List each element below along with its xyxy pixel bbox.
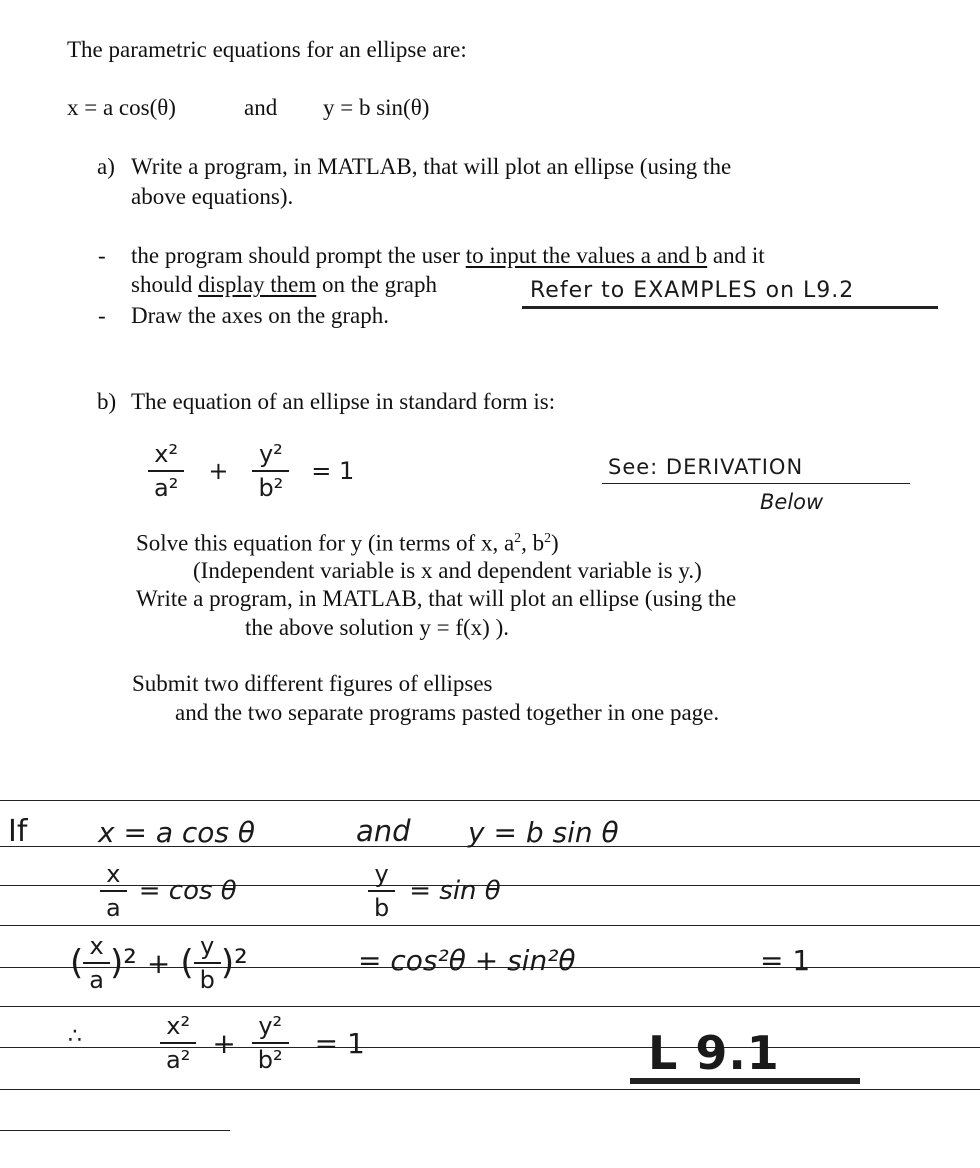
see-derivation-note: See: DERIVATION (608, 455, 804, 479)
numerator-y2: y² (258, 440, 283, 468)
write-program-line2: the above solution y = f(x) ). (245, 615, 509, 640)
bullet-1-cont (131, 273, 437, 296)
frac-y-b (368, 860, 395, 922)
solve-post: ) (550, 530, 559, 556)
ruled-line-short (0, 1130, 230, 1131)
denominator-b2: b² (258, 474, 284, 502)
refer-note: Refer to EXAMPLES on L9.2 (530, 278, 855, 303)
part-a-line1: Write a program, in MATLAB, that will plot an ellipse (using the (131, 154, 732, 179)
part-a-line2: above equations). (131, 184, 294, 209)
frac-x-a-sq (83, 932, 110, 994)
below-note: Below (760, 490, 824, 514)
derivation-x-def: x = a cos θ (98, 816, 256, 849)
num-x: x (106, 860, 121, 888)
bullet-1-pre: the program should prompt the user (131, 243, 466, 268)
equation-x: x = a cos(θ) (67, 95, 176, 120)
derivation-and: and (356, 814, 411, 848)
derivation-equals-one: = 1 (760, 944, 811, 977)
solve-pre: Solve this equation for y (in terms of x, a (136, 530, 515, 556)
equals-one: = 1 (311, 457, 355, 485)
independent-variable-note: (Independent variable is x and dependent variable is y.) (193, 558, 702, 583)
derivation-trig-identity: = cos²θ + sin²θ (358, 944, 576, 977)
eq-sin: = sin θ (409, 876, 501, 906)
ruled-line (0, 800, 980, 801)
frac-y-b-sq (194, 932, 221, 994)
paren-open: ( (70, 943, 84, 983)
bullet-2-underlined: display them (198, 272, 317, 297)
equals-one: = 1 (314, 1026, 365, 1060)
bullet-dash-2: - (98, 303, 106, 328)
ruled-line (0, 1047, 980, 1048)
submit-line2: and the two separate programs pasted together in one page. (175, 700, 720, 725)
num-x: x (89, 932, 104, 960)
num-y: y (200, 932, 215, 960)
refer-underline (522, 306, 938, 309)
derivation-squares (70, 932, 248, 994)
part-b-intro: The equation of an ellipse in standard form is: (131, 389, 556, 414)
den-b: b (374, 894, 390, 922)
derivation-if: If (8, 814, 28, 849)
intro-text: The parametric equations for an ellipse are: (67, 37, 467, 62)
den-b2: b² (257, 1046, 283, 1074)
therefore-icon: ∴ (68, 1024, 82, 1049)
equation-y: y = b sin(θ) (323, 95, 430, 120)
plus-sign: + (208, 457, 229, 485)
solve-mid: , b (521, 530, 545, 556)
bullet-1-post: and it (707, 243, 765, 268)
bullet-3: Draw the axes on the graph. (131, 303, 390, 328)
den-a2: a² (166, 1046, 191, 1074)
part-b-label: b) (97, 389, 117, 414)
frac-y2-b2 (252, 440, 289, 502)
ruled-line (0, 925, 980, 926)
numerator-x2: x² (154, 440, 179, 468)
frac-x2-a2-final (160, 1012, 196, 1074)
ruled-line (0, 1089, 980, 1090)
paren-open: ( (180, 943, 194, 983)
write-program-line1: Write a program, in MATLAB, that will plot an ellipse (using the (136, 586, 737, 611)
frac-y2-b2-final (252, 1012, 289, 1074)
paren-close-sq: )² (220, 943, 248, 983)
paren-close-sq: )² (109, 943, 137, 983)
derivation-y-def: y = b sin θ (468, 816, 619, 849)
denominator-a2: a² (154, 474, 179, 502)
derivation-x-over-a (100, 860, 237, 922)
sup-b: 2 (544, 530, 551, 545)
derivation-final-equation (160, 1012, 365, 1074)
bullet-2-pre: should (131, 272, 199, 297)
num-y: y (374, 860, 389, 888)
see-underline (602, 483, 910, 484)
frac-x2-a2 (148, 440, 184, 502)
bullet-1 (131, 244, 765, 267)
plus-sign: + (146, 946, 171, 980)
lesson-label: L 9.1 (648, 1026, 780, 1080)
den-a: a (106, 894, 121, 922)
solve-text (136, 531, 559, 555)
plus-sign: + (212, 1026, 236, 1060)
num-y2: y² (258, 1012, 283, 1040)
part-a-label: a) (97, 154, 115, 179)
num-x2: x² (166, 1012, 191, 1040)
submit-line1: Submit two different figures of ellipses (132, 671, 493, 696)
bullet-2-post: on the graph (316, 272, 437, 297)
standard-form-equation (148, 440, 354, 502)
derivation-y-over-b (368, 860, 501, 922)
bullet-dash-1: - (98, 243, 106, 268)
eq-cos: = cos θ (138, 876, 237, 906)
sup-a: 2 (514, 530, 522, 545)
equation-and: and (244, 95, 278, 120)
frac-x-a (100, 860, 127, 922)
lesson-label-underline (630, 1078, 860, 1084)
den-a: a (89, 966, 104, 994)
den-b: b (199, 966, 215, 994)
ruled-line (0, 1006, 980, 1007)
bullet-1-underlined: to input the values a and b (465, 243, 708, 268)
